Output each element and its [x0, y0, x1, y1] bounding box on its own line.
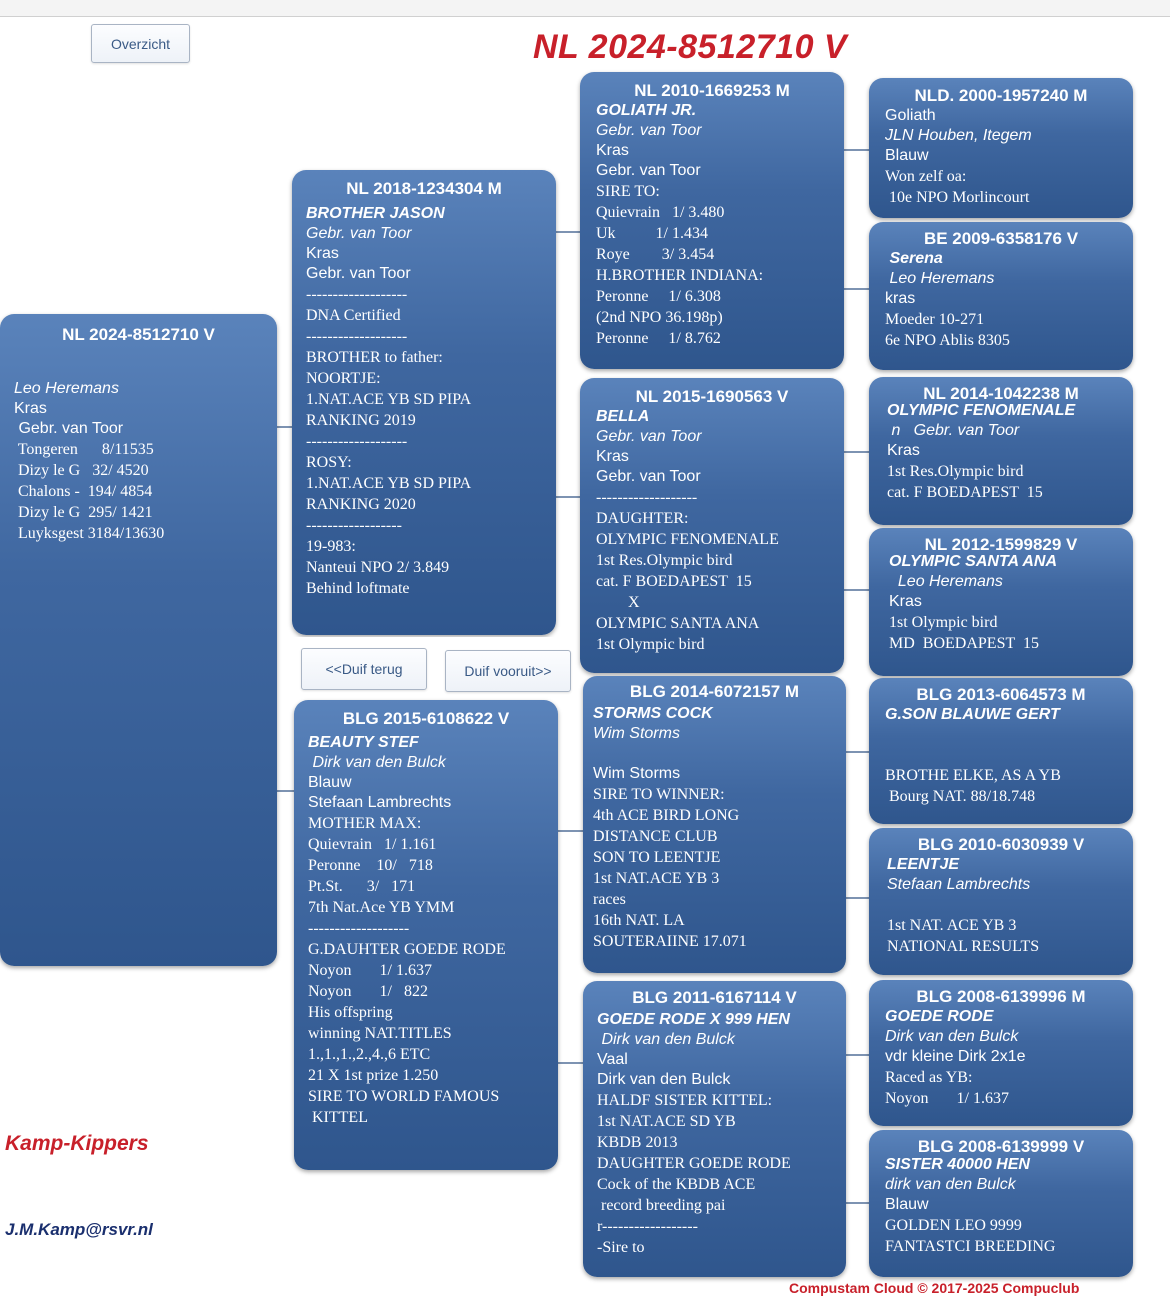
card-line: SOUTERAIINE 17.071 — [593, 933, 747, 950]
pedigree-card-ddd[interactable] — [869, 1130, 1133, 1277]
ring-number: NL 2010-1669253 M — [634, 81, 790, 100]
connector — [843, 589, 870, 591]
card-line: ------------------- — [596, 489, 698, 506]
pedigree-card-dss[interactable] — [869, 678, 1133, 824]
ring-number: NL 2014-1042238 M — [923, 384, 1079, 403]
card-line: 1st NAT.ACE YB 3 — [593, 870, 720, 887]
card-line: cat. F BOEDAPEST 15 — [596, 573, 752, 590]
card-line: Leo Heremans — [885, 270, 995, 287]
card-line: Leo Heremans — [14, 380, 119, 397]
card-line: Goliath — [885, 107, 936, 124]
card-line: SISTER 40000 HEN — [885, 1156, 1030, 1173]
card-line: 6e NPO Ablis 8305 — [885, 332, 1010, 349]
card-line: Kras — [596, 142, 629, 159]
card-line: Noyon 1/ 822 — [308, 983, 428, 1000]
card-line: MD BOEDAPEST 15 — [889, 635, 1039, 652]
ring-number: NL 2024-8512710 V — [62, 325, 215, 344]
card-line: Wim Storms — [593, 765, 681, 782]
card-line: Noyon 1/ 1.637 — [885, 1090, 1009, 1107]
pedigree-card-dam-dam[interactable] — [583, 981, 846, 1277]
card-line: FANTASTCI BREEDING — [885, 1238, 1056, 1255]
card-line: 1.,1.,1.,2.,4.,6 ETC — [308, 1046, 431, 1063]
connector — [845, 751, 870, 753]
card-line: Dirk van den Bulck — [885, 1028, 1019, 1045]
card-line: Blauw — [885, 1196, 929, 1213]
card-line: BROTHE ELKE, AS A YB — [885, 767, 1061, 784]
pedigree-card-ssd[interactable] — [869, 222, 1133, 370]
card-line: RANKING 2020 — [306, 496, 416, 513]
card-line: Blauw — [885, 147, 929, 164]
card-line: BEAUTY STEF — [308, 734, 419, 751]
card-line: Kras — [306, 245, 339, 262]
card-line: KITTEL — [308, 1109, 368, 1126]
card-line: winning NAT.TITLES — [308, 1025, 452, 1042]
ring-number: BLG 2008-6139999 V — [917, 1137, 1085, 1156]
card-line: (2nd NPO 36.198p) — [596, 309, 723, 326]
card-line: 1st Res.Olympic bird — [596, 552, 733, 569]
card-line: SIRE TO WORLD FAMOUS — [308, 1088, 500, 1105]
card-line: cat. F BOEDAPEST 15 — [887, 484, 1043, 501]
next-pigeon-button[interactable]: Duif vooruit>> — [445, 650, 571, 692]
connector — [557, 830, 584, 832]
owner-name: Kamp-Kippers — [5, 1132, 149, 1155]
card-line: 10e NPO Morlincourt — [885, 189, 1030, 206]
card-line: BROTHER to father: — [306, 349, 443, 366]
card-line: n Gebr. van Toor — [887, 422, 1020, 439]
card-line: 4th ACE BIRD LONG — [593, 807, 740, 824]
card-line: Peronne 10/ 718 — [308, 857, 433, 874]
owner-email: J.M.Kamp@rsvr.nl — [5, 1220, 153, 1239]
card-line: 1st Res.Olympic bird — [887, 463, 1024, 480]
pedigree-card-dam[interactable] — [294, 700, 558, 1170]
card-line: OLYMPIC FENOMENALE — [596, 531, 779, 548]
card-line: DISTANCE CLUB — [593, 828, 718, 845]
card-line: 1st Olympic bird — [596, 636, 705, 653]
card-line: r------------------ — [597, 1218, 698, 1235]
card-line: Gebr. van Toor — [596, 468, 701, 485]
overview-button[interactable]: Overzicht — [91, 24, 190, 63]
card-line: Gebr. van Toor — [14, 420, 124, 437]
card-line: Dirk van den Bulck — [597, 1031, 735, 1048]
card-line: 1.NAT.ACE YB SD PIPA — [306, 391, 472, 408]
card-line: Stefaan Lambrechts — [308, 794, 452, 811]
pedigree-card-sire-sire[interactable] — [580, 72, 844, 369]
card-line: Dirk van den Bulck — [597, 1071, 731, 1088]
card-line: Gebr. van Toor — [596, 162, 701, 179]
page-title: NL 2024-8512710 V — [533, 28, 848, 66]
card-line: X — [596, 594, 640, 611]
card-line: BROTHER JASON — [306, 205, 445, 222]
card-line: Kras — [596, 448, 629, 465]
card-line: dirk van den Bulck — [885, 1176, 1016, 1193]
card-line: OLYMPIC SANTA ANA — [889, 553, 1057, 570]
card-line: Pt.St. 3/ 171 — [308, 878, 416, 895]
ring-number: BLG 2014-6072157 M — [629, 682, 800, 701]
connector — [843, 451, 870, 453]
pedigree-card-dam-sire[interactable] — [583, 676, 846, 973]
card-line: record breeding pai — [597, 1197, 726, 1214]
card-line: NATIONAL RESULTS — [887, 938, 1040, 955]
card-line: Dizy le G 32/ 4520 — [14, 462, 149, 479]
card-line: G.SON BLAUWE GERT — [885, 706, 1060, 723]
pedigree-card-sdd[interactable] — [869, 528, 1133, 676]
card-line: DAUGHTER GOEDE RODE — [597, 1155, 791, 1172]
card-line: Peronne 1/ 8.762 — [596, 330, 721, 347]
card-line: 1st NAT. ACE YB 3 — [887, 917, 1017, 934]
ring-number: BLG 2008-6139996 M — [916, 987, 1086, 1006]
card-line: STORMS COCK — [593, 705, 713, 722]
card-line: DAUGHTER: — [596, 510, 689, 527]
pedigree-card-sire-dam[interactable] — [580, 378, 844, 673]
card-line: Dizy le G 295/ 1421 — [14, 504, 153, 521]
card-line: DNA Certified — [306, 307, 401, 324]
connector — [557, 1062, 584, 1064]
connector — [845, 1202, 870, 1204]
card-line: ------------------- — [306, 328, 408, 345]
copyright-text: Compustam Cloud © 2017-2025 Compuclub — [789, 1280, 1080, 1296]
card-line: Uk 1/ 1.434 — [596, 225, 708, 242]
connector — [555, 231, 581, 233]
card-line: GOLIATH JR. — [596, 102, 697, 119]
ring-number: NLD. 2000-1957240 M — [914, 86, 1088, 105]
ring-number: BE 2009-6358176 V — [923, 229, 1079, 248]
ring-number: NL 2018-1234304 M — [346, 179, 502, 198]
connector — [276, 790, 296, 792]
ring-number: BLG 2011-6167114 V — [632, 988, 797, 1007]
card-line: Behind loftmate — [306, 580, 410, 597]
card-line: Dirk van den Bulck — [308, 754, 446, 771]
card-line: 1st Olympic bird — [889, 614, 998, 631]
card-line: G.DAUHTER GOEDE RODE — [308, 941, 506, 958]
pedigree-card-subject[interactable] — [0, 314, 277, 966]
card-line — [593, 744, 846, 764]
ring-number: NL 2015-1690563 V — [635, 387, 789, 406]
ring-number: BLG 2013-6064573 M — [916, 685, 1086, 704]
card-line: 16th NAT. LA — [593, 912, 685, 929]
connector — [555, 496, 581, 498]
card-line: JLN Houben, Itegem — [885, 127, 1032, 144]
card-line: Gebr. van Toor — [596, 122, 702, 139]
card-line: OLYMPIC FENOMENALE — [887, 402, 1076, 419]
card-line: ------------------- — [308, 920, 410, 937]
card-line: -Sire to — [597, 1239, 645, 1256]
connector — [845, 897, 870, 899]
card-line: Quievrain 1/ 1.161 — [308, 836, 437, 853]
card-line: Noyon 1/ 1.637 — [308, 962, 432, 979]
card-line: Kras — [14, 400, 47, 417]
card-line: Quievrain 1/ 3.480 — [596, 204, 725, 221]
card-line: Luyksgest 3184/13630 — [14, 525, 165, 542]
pedigree-card-sire[interactable] — [292, 170, 556, 635]
card-line: SON TO LEENTJE — [593, 849, 721, 866]
card-line — [885, 745, 1133, 765]
card-line: H.BROTHER INDIANA: — [596, 267, 764, 284]
card-line: Stefaan Lambrechts — [887, 876, 1031, 893]
card-line: 19-983: — [306, 538, 356, 555]
card-line: 21 X 1st prize 1.250 — [308, 1067, 439, 1084]
card-line: Kras — [887, 442, 920, 459]
card-line: Raced as YB: — [885, 1069, 973, 1086]
card-line: Gebr. van Toor — [596, 428, 702, 445]
card-line: MOTHER MAX: — [308, 815, 422, 832]
card-line: ------------------- — [306, 433, 408, 450]
card-line — [887, 895, 1133, 915]
pedigree-card-dsd[interactable] — [869, 828, 1133, 975]
card-line: RANKING 2019 — [306, 412, 416, 429]
card-line: KBDB 2013 — [597, 1134, 678, 1151]
card-line: Serena — [885, 250, 943, 267]
card-line: SIRE TO WINNER: — [593, 786, 725, 803]
card-line: 1.NAT.ACE YB SD PIPA — [306, 475, 472, 492]
card-line: 1st NAT.ACE SD YB — [597, 1113, 736, 1130]
card-line: HALDF SISTER KITTEL: — [597, 1092, 773, 1109]
card-line: Won zelf oa: — [885, 168, 967, 185]
card-line — [885, 725, 1133, 745]
card-line: GOLDEN LEO 9999 — [885, 1217, 1022, 1234]
connector — [843, 288, 870, 290]
card-line: Bourg NAT. 88/18.748 — [885, 788, 1036, 805]
ring-number: BLG 2015-6108622 V — [342, 709, 510, 728]
previous-pigeon-button[interactable]: <<Duif terug — [301, 648, 427, 690]
pedigree-card-sss[interactable] — [869, 78, 1133, 218]
card-line: Leo Heremans — [889, 573, 1003, 590]
card-line: Wim Storms — [593, 725, 680, 742]
card-line: Peronne 1/ 6.308 — [596, 288, 721, 305]
pedigree-card-sds[interactable] — [869, 377, 1133, 525]
ring-number: NL 2012-1599829 V — [924, 535, 1078, 554]
card-line: Moeder 10-271 — [885, 311, 985, 328]
card-line: SIRE TO: — [596, 183, 660, 200]
card-line: Blauw — [308, 774, 352, 791]
card-line: ------------------ — [306, 517, 402, 534]
card-line: ------------------- — [306, 286, 408, 303]
card-line: Roye 3/ 3.454 — [596, 246, 715, 263]
card-line: OLYMPIC SANTA ANA — [596, 615, 760, 632]
card-line: NOORTJE: — [306, 370, 381, 387]
card-line: vdr kleine Dirk 2x1e — [885, 1048, 1026, 1065]
card-line: His offspring — [308, 1004, 393, 1021]
top-bar — [0, 0, 1170, 17]
card-line: Gebr. van Toor — [306, 225, 412, 242]
connector — [845, 1054, 870, 1056]
card-line: GOEDE RODE X 999 HEN — [597, 1011, 790, 1028]
card-line: ROSY: — [306, 454, 352, 471]
card-line: BELLA — [596, 408, 650, 425]
card-line: GOEDE RODE — [885, 1008, 994, 1025]
card-line: Vaal — [597, 1051, 628, 1068]
card-line: LEENTJE — [887, 856, 960, 873]
card-line — [14, 359, 277, 379]
card-line: Nanteui NPO 2/ 3.849 — [306, 559, 450, 576]
card-line: races — [593, 891, 626, 908]
ring-number: BLG 2010-6030939 V — [917, 835, 1085, 854]
card-line: kras — [885, 290, 916, 307]
pedigree-card-dds[interactable] — [869, 980, 1133, 1126]
card-line: Kras — [889, 593, 922, 610]
card-line: Cock of the KBDB ACE — [597, 1176, 756, 1193]
card-line: 7th Nat.Ace YB YMM — [308, 899, 455, 916]
card-line: Gebr. van Toor — [306, 265, 411, 282]
card-line: Tongeren 8/11535 — [14, 441, 154, 458]
card-line: Chalons - 194/ 4854 — [14, 483, 153, 500]
